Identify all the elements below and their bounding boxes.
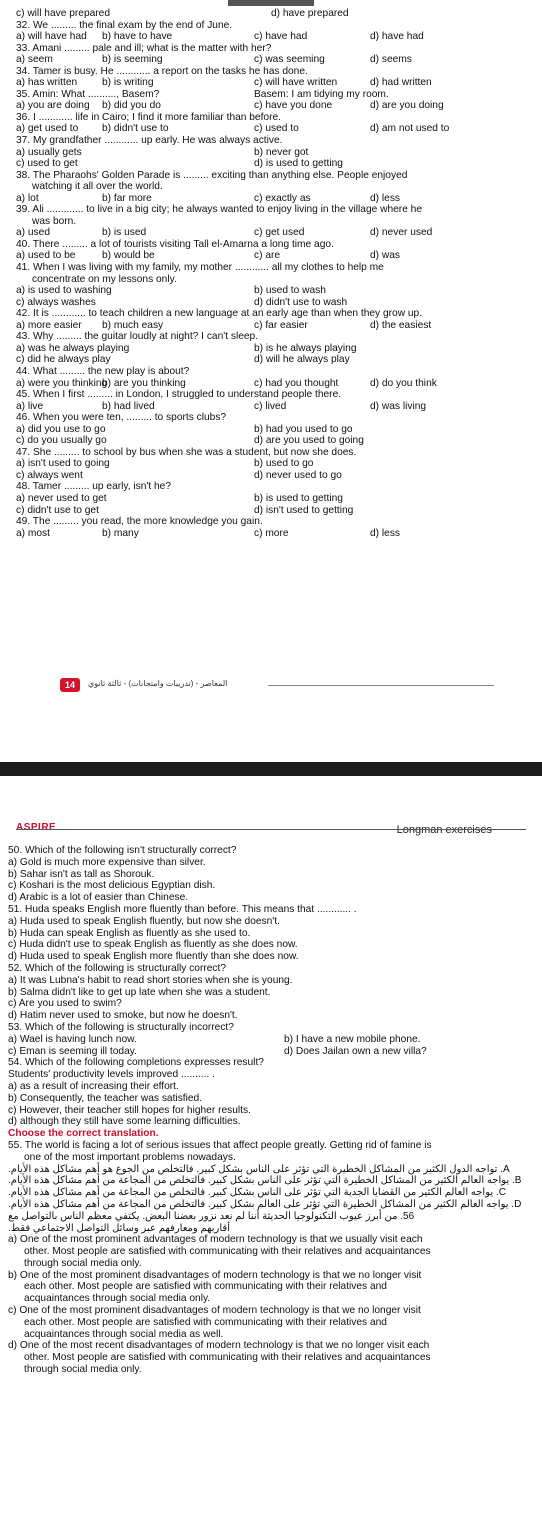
answer-option: c) used to get bbox=[16, 158, 78, 170]
question-line: 46. When you were ten, ......... to sports clubs? bbox=[16, 412, 227, 424]
question-line: a) One of the most prominent advantages of modern technology is that we usually visit each bbox=[8, 1234, 423, 1246]
answer-option: c) always went bbox=[16, 469, 83, 481]
answer-option: b) is seeming bbox=[102, 54, 163, 66]
answer-option: b) far more bbox=[102, 192, 152, 204]
answer-option: a) most bbox=[16, 527, 50, 539]
question-line: 41. When I was living with my family, my mother ............ all my clothes to help me bbox=[16, 262, 384, 274]
answer-option: d) have prepared bbox=[271, 8, 349, 19]
option-row bbox=[16, 100, 534, 112]
continuation-line: other. Most people are satisfied with communicating with their relatives and acquaintances bbox=[24, 1246, 431, 1258]
answer-option: b) never got bbox=[254, 146, 309, 158]
question-line: 43. Why ......... the guitar loudly at night? I can't sleep. bbox=[16, 331, 259, 343]
answer-option: c) do you usually go bbox=[16, 435, 107, 447]
question-line: d) Arabic is a lot of easier than Chinese. bbox=[8, 892, 189, 904]
option-row bbox=[16, 354, 534, 366]
answer-option: b) used to go bbox=[254, 458, 314, 470]
option-row bbox=[16, 505, 534, 517]
answer-option: b) had lived bbox=[102, 400, 155, 412]
question-line: 49. The ......... you read, the more knowledge you gain. bbox=[16, 516, 263, 528]
continuation-line: through social media only. bbox=[24, 1364, 142, 1376]
answer-option: b) many bbox=[102, 527, 139, 539]
answer-option: c) more bbox=[254, 527, 289, 539]
answer-option: a) never used to get bbox=[16, 492, 107, 504]
answer-option: c) are bbox=[254, 250, 281, 262]
answer-option: b) I have a new mobile phone. bbox=[284, 1033, 421, 1045]
continuation-line: watching it all over the world. bbox=[32, 181, 163, 193]
option-row bbox=[16, 470, 534, 482]
answer-option: a) was he always playing bbox=[16, 342, 130, 354]
option-row bbox=[16, 528, 534, 540]
question-line: a) Gold is much more expensive than silver. bbox=[8, 856, 206, 868]
option-row bbox=[8, 1034, 534, 1046]
aspire-logo: ASPIRE bbox=[16, 822, 57, 833]
question-line: c) Huda didn't use to speak English as fluently as she does now. bbox=[8, 939, 298, 951]
option-row bbox=[8, 1046, 534, 1058]
answer-option: d) less bbox=[370, 527, 401, 539]
answer-option: b) is he always playing bbox=[254, 342, 357, 354]
question-line: 45. When I first ......... in London, I struggled to understand people there. bbox=[16, 389, 342, 401]
answer-option: b) are you thinking bbox=[102, 377, 186, 389]
question-line: 50. Which of the following isn't structurally correct? bbox=[8, 845, 237, 856]
page-one-content bbox=[16, 8, 534, 539]
arabic-line: D. يواجه العالم الكثير من المشاكل الخطيرة التي تؤثر على العالم بشكل كبير. فالتخلص من المجاعة من أهم مشاكل هذه الأيام. bbox=[8, 1198, 522, 1210]
option-row bbox=[16, 493, 534, 505]
option-row bbox=[16, 378, 534, 390]
question-line: 37. My grandfather ............ up early. He was always active. bbox=[16, 135, 283, 147]
answer-option: c) did he always play bbox=[16, 354, 111, 366]
answer-option: a) more easier bbox=[16, 319, 82, 331]
answer-option: a) used to be bbox=[16, 250, 76, 262]
answer-option: d) never used bbox=[370, 227, 433, 239]
answer-option: b) much easy bbox=[102, 319, 164, 331]
answer-option: a) you are doing bbox=[16, 100, 90, 112]
answer-option: b) used to wash bbox=[254, 285, 326, 297]
arabic-line: أقاربهم ومعارفهم عبر وسائل التواصل الاجتماعي فقط. bbox=[8, 1222, 230, 1234]
option-row bbox=[16, 458, 534, 470]
answer-option: d) isn't used to getting bbox=[254, 504, 354, 516]
page-separator-band bbox=[0, 762, 542, 776]
answer-option: a) Wael is having lunch now. bbox=[8, 1033, 137, 1045]
answer-option: c) exactly as bbox=[254, 192, 311, 204]
option-row bbox=[16, 89, 534, 101]
question-line: 38. The Pharaohs' Golden Parade is ......... exciting than anything else. People enjoyed bbox=[16, 169, 408, 181]
question-line: 55. The world is facing a lot of serious issues that affect people greatly. Getting rid of famine is bbox=[8, 1139, 432, 1151]
continuation-line: concentrate on my lessons only. bbox=[32, 273, 177, 285]
arabic-line: A. تواجه الدول الكثير من المشاكل الخطيرة التي تؤثر على الناس بشكل كبير. فالتخلص من الجوع هو أهم مشاكل هذه الأيام. bbox=[8, 1163, 510, 1175]
question-line: d) One of the most recent disadvantages of modern technology is that we no longer visit each bbox=[8, 1340, 430, 1352]
continuation-line: acquaintances through social media only. bbox=[24, 1293, 211, 1305]
question-line: a) as a result of increasing their effort. bbox=[8, 1080, 179, 1092]
answer-option: a) isn't used to going bbox=[16, 458, 110, 470]
question-line: 44. What ......... the new play is about? bbox=[16, 365, 190, 377]
answer-option: d) will he always play bbox=[254, 354, 350, 366]
answer-option: c) lived bbox=[254, 400, 287, 412]
arabic-line: C. يواجه العالم الكثير من القضايا الجدية التي تؤثر على الناس بشكل كبير. فالتخلص من المجاعة من أهم مشاكل هذه الأيام. bbox=[8, 1187, 506, 1199]
answer-option: d) are you used to going bbox=[254, 435, 364, 447]
answer-option: c) have you done bbox=[254, 100, 333, 112]
option-row bbox=[16, 320, 534, 332]
question-line: b) Huda can speak English as fluently as she used to. bbox=[8, 927, 251, 939]
option-row bbox=[16, 424, 534, 436]
question-line: 53. Which of the following is structurally incorrect? bbox=[8, 1021, 234, 1033]
answer-option: d) was living bbox=[370, 400, 427, 412]
answer-option: d) seems bbox=[370, 54, 412, 66]
continuation-line: each other. Most people are satisfied with communicating with their relatives and bbox=[24, 1281, 387, 1293]
answer-option: a) seem bbox=[16, 54, 53, 66]
page-two-content bbox=[8, 845, 534, 1376]
question-line: a) It was Lubna's habit to read short stories when she is young. bbox=[8, 974, 293, 986]
question-line: 34. Tamer is busy. He ............ a report on the tasks he has done. bbox=[16, 65, 308, 77]
answer-option: d) is used to getting bbox=[254, 158, 343, 170]
answer-option: c) used to bbox=[254, 123, 299, 135]
question-line: d) Huda used to speak English more fluently than she does now. bbox=[8, 951, 299, 963]
question-line: 42. It is ............ to teach children a new language at an early age than when they grow up. bbox=[16, 308, 423, 320]
answer-option: b) is writing bbox=[102, 77, 154, 89]
footer-divider bbox=[268, 685, 494, 686]
answer-option: c) Eman is seeming ill today. bbox=[8, 1045, 137, 1057]
answer-option: a) were you thinking bbox=[16, 377, 108, 389]
question-line: c) One of the most prominent disadvantages of modern technology is that we no longer visit bbox=[8, 1305, 421, 1317]
answer-option: a) did you use to go bbox=[16, 423, 106, 435]
question-line: b) One of the most prominent disadvantages of modern technology is that we no longer visit bbox=[8, 1269, 422, 1281]
answer-option: a) live bbox=[16, 400, 44, 412]
section-title: Longman exercises bbox=[396, 824, 492, 836]
option-row bbox=[16, 250, 534, 262]
question-line: a) Huda used to speak English fluently, but now she doesn't. bbox=[8, 915, 280, 927]
option-row bbox=[16, 147, 534, 159]
question-line: 52. Which of the following is structurally correct? bbox=[8, 962, 226, 974]
option-row bbox=[16, 193, 534, 205]
option-row bbox=[16, 31, 534, 43]
question-line: b) Salma didn't like to get up late when she was a student. bbox=[8, 986, 271, 998]
question-line: b) Consequently, the teacher was satisfied. bbox=[8, 1092, 203, 1104]
question-line: 36. I ............ life in Cairo; I find it more familiar than before. bbox=[16, 111, 281, 123]
answer-option: d) do you think bbox=[370, 377, 437, 389]
answer-option: a) usually gets bbox=[16, 146, 82, 158]
question-line: 39. Ali ............. to live in a big city; he always wanted to enjoy living in the village where he bbox=[16, 204, 423, 216]
answer-option: b) had you used to go bbox=[254, 423, 353, 435]
question-line: d) Hatim never used to smoke, but now he doesn't. bbox=[8, 1010, 238, 1022]
answer-option: b) did you do bbox=[102, 100, 161, 112]
top-tab-marker bbox=[228, 0, 314, 6]
continuation-line: was born. bbox=[32, 215, 77, 227]
answer-option: a) will have had bbox=[16, 31, 87, 43]
option-row bbox=[16, 343, 534, 355]
answer-option: d) was bbox=[370, 250, 401, 262]
question-line: c) However, their teacher still hopes for higher results. bbox=[8, 1104, 251, 1116]
answer-option: d) didn't use to wash bbox=[254, 296, 348, 308]
option-row bbox=[16, 227, 534, 239]
question-line: 54. Which of the following completions expresses result? bbox=[8, 1057, 264, 1069]
answer-option: a) is used to washing bbox=[16, 285, 112, 297]
option-row bbox=[16, 435, 534, 447]
option-row bbox=[16, 158, 534, 170]
question-line: d) although they still have some learning difficulties. bbox=[8, 1116, 241, 1128]
answer-option: a) lot bbox=[16, 192, 39, 204]
answer-option: c) didn't use to get bbox=[16, 504, 99, 516]
option-row bbox=[16, 297, 534, 309]
continuation-line: other. Most people are satisfied with communicating with their relatives and acquaintances bbox=[24, 1352, 431, 1364]
answer-option: a) has written bbox=[16, 77, 78, 89]
answer-option: d) the easiest bbox=[370, 319, 432, 331]
question-line: 40. There ......... a lot of tourists visiting Tall el-Amarna a long time ago. bbox=[16, 238, 334, 250]
question-line: 51. Huda speaks English more fluently than before. This means that ............ . bbox=[8, 903, 357, 915]
answer-option: c) far easier bbox=[254, 319, 308, 331]
answer-option: c) have had bbox=[254, 31, 308, 43]
answer-option: c) will have prepared bbox=[16, 8, 110, 19]
question-line: Students' productivity levels improved .......... . bbox=[8, 1069, 215, 1081]
option-row bbox=[16, 8, 534, 20]
option-row bbox=[16, 123, 534, 135]
answer-option: a) used bbox=[16, 227, 50, 239]
answer-option: d) are you doing bbox=[370, 100, 444, 112]
continuation-line: acquaintances through social media as well. bbox=[24, 1328, 224, 1340]
footer-book-title: المعاصر - (تدريبات وامتحانات) - ثالثة ثانوي bbox=[88, 679, 228, 688]
answer-option: d) less bbox=[370, 192, 401, 204]
option-row bbox=[16, 401, 534, 413]
section-heading: Choose the correct translation. bbox=[8, 1128, 159, 1140]
answer-option: b) have to have bbox=[102, 31, 173, 43]
arabic-line: B. يواجه العالم الكثير من المشاكل الخطيرة التي تؤثر على الناس بشكل كبير. فالتخلص من المجاعة من أهم مشاكل هذه الأيام. bbox=[8, 1175, 522, 1187]
answer-option: d) Does Jailan own a new villa? bbox=[284, 1045, 427, 1057]
option-row bbox=[16, 285, 534, 297]
answer-option: a) get used to bbox=[16, 123, 79, 135]
continuation-line: one of the most important problems nowadays. bbox=[24, 1151, 236, 1163]
answer-option: c) was seeming bbox=[254, 54, 325, 66]
option-row bbox=[16, 77, 534, 89]
option-row bbox=[16, 54, 534, 66]
answer-option: c) had you thought bbox=[254, 377, 339, 389]
answer-option: b) didn't use to bbox=[102, 123, 169, 135]
answer-option: b) is used to getting bbox=[254, 492, 343, 504]
answer-option: d) never used to go bbox=[254, 469, 342, 481]
arabic-line: 56. من أبرز عيوب التكنولوجيا الحديثة أننا لم نعد نزور بعضنا البعض. يكتفي معظم الناس بالتواصل مع bbox=[8, 1210, 415, 1222]
answer-option: d) have had bbox=[370, 31, 424, 43]
question-line: 32. We ......... the final exam by the end of June. bbox=[16, 19, 233, 31]
answer-option: d) had written bbox=[370, 77, 432, 89]
page-number-badge: 14 bbox=[60, 678, 80, 692]
answer-option: c) always washes bbox=[16, 296, 96, 308]
answer-option: d) am not used to bbox=[370, 123, 450, 135]
answer-option: b) is used bbox=[102, 227, 147, 239]
question-line: b) Sahar isn't as tall as Shorouk. bbox=[8, 868, 155, 880]
answer-option: c) will have written bbox=[254, 77, 338, 89]
question-line: 33. Amani ......... pale and ill; what is the matter with her? bbox=[16, 42, 272, 54]
question-line: c) Are you used to swim? bbox=[8, 998, 122, 1010]
answer-option: c) get used bbox=[254, 227, 305, 239]
continuation-line: through social media only. bbox=[24, 1257, 142, 1269]
question-line: 48. Tamer ......... up early, isn't he? bbox=[16, 481, 172, 493]
question-line: c) Koshari is the most delicious Egyptian dish. bbox=[8, 880, 216, 892]
answer-option: Basem: I am tidying my room. bbox=[254, 88, 389, 100]
question-line: 47. She ......... to school by bus when she was a student, but now she does. bbox=[16, 446, 357, 458]
answer-option: 35. Amin: What .........., Basem? bbox=[16, 88, 160, 100]
continuation-line: each other. Most people are satisfied with communicating with their relatives and bbox=[24, 1316, 387, 1328]
header-divider bbox=[16, 829, 526, 830]
answer-option: b) would be bbox=[102, 250, 155, 262]
